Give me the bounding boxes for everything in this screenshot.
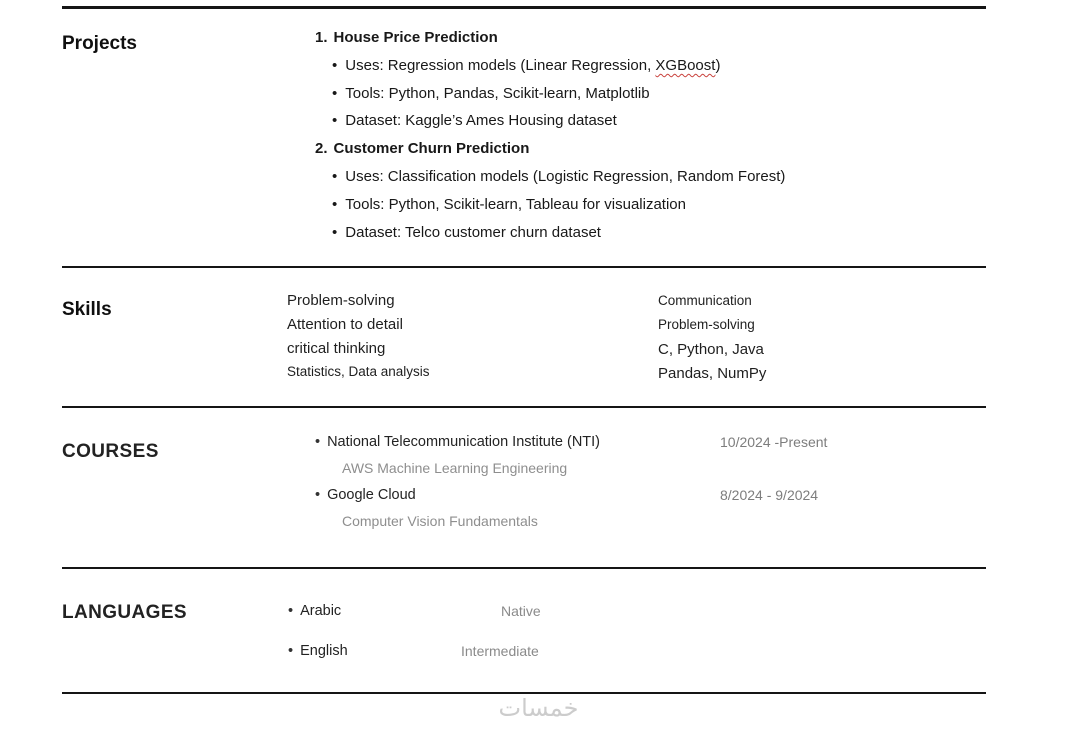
skill-item: Communication — [658, 293, 752, 308]
project-title-row — [315, 24, 970, 52]
skills-column-left — [287, 292, 430, 388]
bullet-text: Dataset: Telco customer churn dataset — [345, 223, 601, 241]
language-item — [288, 603, 341, 619]
skill-item: Attention to detail — [287, 315, 403, 333]
project-number: 2. — [315, 140, 328, 158]
project-bullet — [315, 219, 970, 247]
projects-list — [315, 24, 970, 246]
project-bullet — [315, 163, 970, 191]
skills-column-right — [658, 293, 766, 389]
bullet-icon: • — [332, 167, 338, 185]
skill-item: Problem-solving — [287, 292, 395, 309]
bullet-icon: • — [332, 223, 338, 241]
course-row — [315, 487, 975, 503]
project-title: House Price Prediction — [333, 29, 498, 46]
bullet-text: Dataset: Kaggle’s Ames Housing dataset — [345, 112, 617, 130]
bullet-text-suffix: ) — [715, 56, 721, 74]
project-bullet — [315, 52, 970, 80]
course-detail: AWS Machine Learning Engineering — [342, 460, 568, 476]
project-bullet — [315, 107, 970, 135]
bullet-text: Tools: Python, Pandas, Scikit-learn, Matplotlib — [345, 84, 650, 102]
course-date: 8/2024 - 9/2024 — [720, 487, 819, 503]
skill-item: Statistics, Data analysis — [287, 363, 430, 379]
section-divider — [62, 266, 986, 268]
section-divider — [62, 567, 986, 569]
language-name: Arabic — [300, 603, 342, 619]
courses-heading: COURSES — [62, 441, 159, 462]
misspelled-word: XGBoost — [655, 56, 716, 74]
language-name: English — [300, 643, 348, 659]
bullet-icon: • — [315, 487, 321, 503]
bullet-icon: • — [332, 112, 338, 130]
project-number: 1. — [315, 29, 328, 46]
watermark: خمسات — [498, 694, 579, 722]
course-name: Google Cloud — [327, 487, 416, 503]
project-bullet — [315, 191, 970, 219]
skills-heading: Skills — [62, 299, 112, 320]
course-name: National Telecommunication Institute (NTI) — [327, 434, 601, 450]
bullet-icon: • — [332, 56, 338, 74]
project-title: Customer Churn Prediction — [333, 140, 530, 158]
skill-item: C, Python, Java — [658, 340, 764, 358]
project-bullet — [315, 80, 970, 108]
bullet-icon: • — [288, 643, 294, 659]
bullet-text: Uses: Classification models (Logistic Regression, Random Forest) — [345, 167, 786, 185]
top-divider — [62, 6, 986, 9]
language-level: Native — [501, 603, 541, 619]
bullet-icon: • — [315, 434, 321, 450]
projects-heading: Projects — [62, 33, 137, 54]
skill-item: Problem-solving — [658, 316, 755, 332]
project-title-row — [315, 135, 970, 163]
bullet-icon: • — [332, 195, 338, 213]
section-divider — [62, 406, 986, 408]
bullet-text: Uses: Regression models (Linear Regression, — [345, 56, 656, 74]
bullet-icon: • — [288, 603, 294, 619]
bullet-icon: • — [332, 84, 338, 102]
language-level: Intermediate — [461, 643, 539, 659]
skill-item: Pandas, NumPy — [658, 364, 767, 382]
bullet-text: Tools: Python, Scikit-learn, Tableau for visualization — [345, 195, 686, 213]
course-detail: Computer Vision Fundamentals — [342, 513, 538, 529]
course-date: 10/2024 -Present — [720, 434, 828, 450]
skill-item: critical thinking — [287, 339, 386, 357]
language-item — [288, 643, 348, 659]
languages-heading: LANGUAGES — [62, 602, 187, 623]
course-row — [315, 434, 975, 450]
